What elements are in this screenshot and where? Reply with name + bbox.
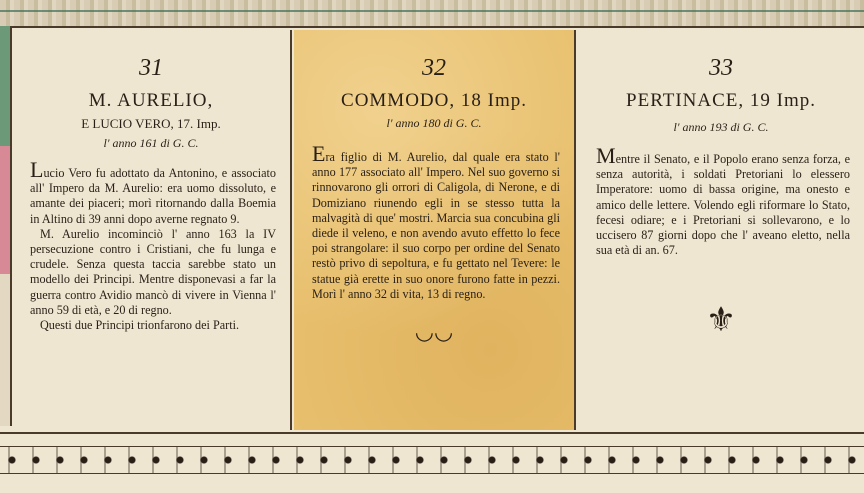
entry-body: [294, 141, 574, 302]
paragraph: Questi due Principi trionfarono dei Parti.: [40, 318, 240, 333]
entry-date: l' anno 180 di G. C.: [386, 116, 482, 130]
entry-title: M. AURELIO,: [88, 90, 214, 111]
column-32: [294, 30, 576, 430]
entry-title: PERTINACE, 19 Imp.: [626, 90, 816, 111]
column-33: [578, 30, 864, 430]
entry-body: [578, 143, 864, 258]
entry-title: COMMODO, 18 Imp.: [341, 90, 527, 111]
entry-subtitle: E LUCIO VERO, 17. Imp.: [81, 116, 221, 131]
entry-body: [12, 157, 290, 333]
entry-date: l' anno 193 di G. C.: [673, 120, 769, 134]
paragraph: M. Aurelio incominciò l' anno 163 la IV persecuzione contro i Cristiani, che fu lunga e crudele. Senza questa taccia sarebbe stato un modello dei Principi. Mentre disponevasi a far la guerra contro Avidio mancò di vivere in Vienna l' anno 59 di età, e 20 di regno.: [30, 226, 276, 317]
column-31: [12, 30, 292, 430]
top-decorative-border: [0, 0, 864, 28]
paragraph: Mentre il Senato, e il Popolo erano senza forza, e senza autorità, i soldati Pretoriani lo elessero Imperatore: uomo di bassa origine, ma onesto e amico delle lettere. Volendo egli riformare lo Stato, fecesi odiare; e i Pretoriani si sollevarono, e lo uccisero 87 giorni dopo che l' aveano eletto, nella sua età di an. 67.: [596, 143, 850, 258]
entry-number: 31: [139, 55, 163, 81]
fleur-de-lis-icon: ⚜: [705, 300, 737, 341]
entry-date: l' anno 161 di G. C.: [103, 136, 199, 150]
drop-cap: E: [312, 141, 326, 166]
bottom-vine-border: [0, 432, 864, 493]
paragraph: Lucio Vero fu adottato da Antonino, e associato all' Impero da M. Aurelio: era uomo dissoluto, e amante dei piaceri; morì ritornando dalla Boemia in Altino di 39 anni dopo averne regnato 9.: [30, 157, 276, 226]
drop-cap: L: [30, 157, 44, 182]
paragraph: Era figlio di M. Aurelio, dal quale era stato l' anno 177 associato all' Impero. Nel suo governo si rinnovarono gli orrori di Caligola, di Nerone, e di Domiziano riunendo egli in se stesso tutta la malvagità di que' mostri. Marcia sua concubina gli diede il veleno, e non avendo avuto effetto lo fece poi strangolare: il suo corpo per ordine del Senato restò privo di sepoltura, e fu gettato nel Tevere: le statue già erette in suo onore furono fatte in pezzi. Morì l' anno 32 di vita, 13 di regno.: [312, 141, 560, 301]
ornament-icon: ◡◡: [414, 320, 454, 346]
drop-cap: M: [596, 143, 616, 168]
entry-number: 33: [709, 55, 733, 81]
entry-number: 32: [422, 55, 446, 81]
left-decorative-edge: [0, 26, 12, 426]
